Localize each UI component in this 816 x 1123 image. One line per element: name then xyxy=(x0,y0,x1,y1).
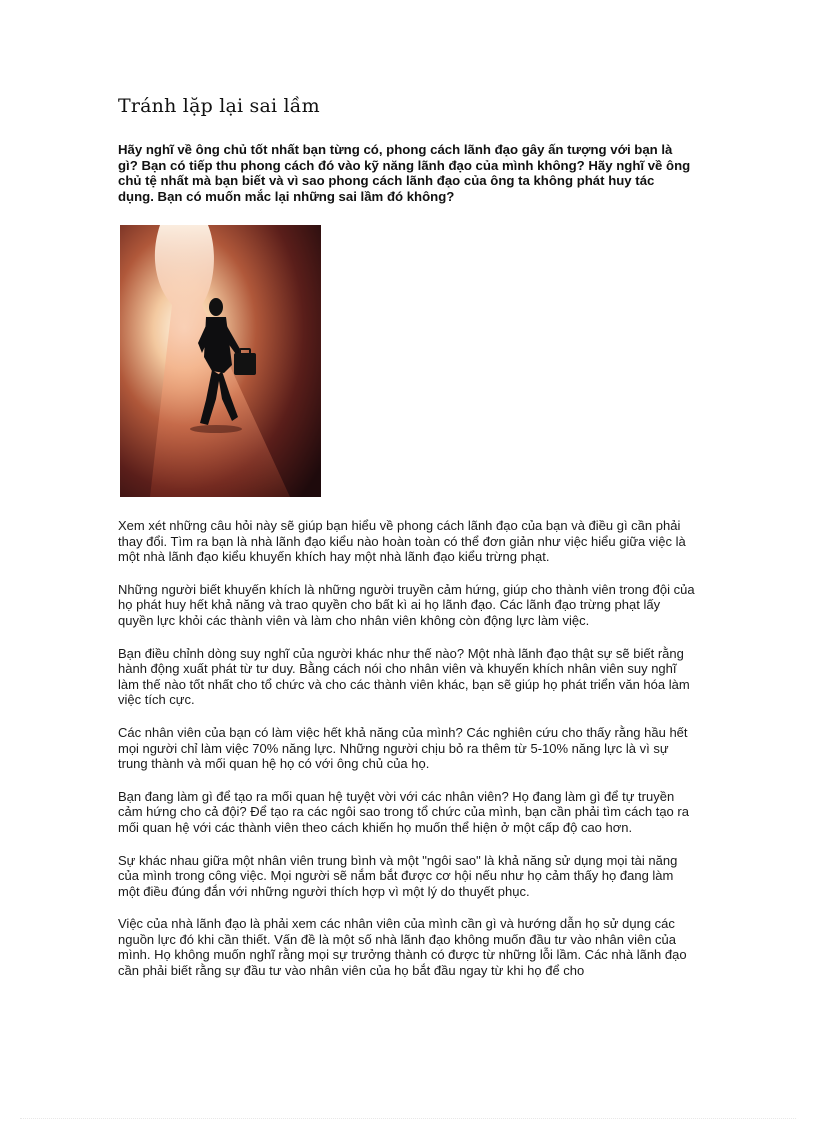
page-bottom-divider xyxy=(20,1118,796,1119)
body-paragraph: Bạn điều chỉnh dòng suy nghĩ của người khác như thế nào? Một nhà lãnh đạo thật sự sẽ biết rằng hành động xuất phát từ tư duy. Bằng cách nói cho nhân viên và khuyến khích nhân viên suy nghĩ làm thế nào tốt nhất cho tổ chức và cho các thành viên khác, bạn sẽ giúp họ phát triển văn hóa làm việc tích cực. xyxy=(118,645,690,708)
body-paragraph: Việc của nhà lãnh đạo là phải xem các nhân viên của mình cần gì và hướng dẫn họ sử dụng các nguồn lực đó khi cần thiết. Vấn đề là một số nhà lãnh đạo không muốn đầu tư vào nhân viên của mình. Họ không muốn nghĩ rằng mọi sự trưởng thành có được từ những lỗi lầm. Các nhà lãnh đạo cần phải biết rằng sự đầu tư vào nhân viên của họ bắt đầu ngay từ khi họ để cho xyxy=(118,916,687,979)
body-paragraph: Những người biết khuyến khích là những người truyền cảm hứng, giúp cho thành viên trong đội của họ phát huy hết khả năng và trao quyền cho bất kì ai họ lãnh đạo. Các lãnh đạo trừng phạt lấy quyền lực khỏi các thành viên và làm cho nhân viên không còn động lực làm việc. xyxy=(118,581,695,628)
intro-paragraph: Hãy nghĩ về ông chủ tốt nhất bạn từng có, phong cách lãnh đạo gây ấn tượng với bạn là gì? Bạn có tiếp thu phong cách đó vào kỹ năng lãnh đạo của mình không? Hãy nghĩ về ông chủ tệ nhất mà bạn biết và vì sao phong cách lãnh đạo của ông ta không phát huy tác dụng. Bạn có muốn mắc lại những sai lầm đó không? xyxy=(118,142,691,204)
document-title: Tránh lặp lại sai lầm xyxy=(118,95,320,117)
body-text xyxy=(118,518,698,996)
body-paragraph: Bạn đang làm gì để tạo ra mối quan hệ tuyệt vời với các nhân viên? Họ đang làm gì để tự truyền cảm hứng cho cả đội? Để tạo ra các ngôi sao trong tổ chức của mình, bạn cần phải tìm cách tạo ra mối quan hệ với các thành viên theo cách khiến họ muốn thể hiện ở một cấp độ cao hơn. xyxy=(118,788,689,835)
briefcase xyxy=(234,353,256,375)
body-paragraph: Sự khác nhau giữa một nhân viên trung bình và một "ngôi sao" là khả năng sử dụng mọi tài năng của mình trong công việc. Mọi người sẽ nắm bắt được cơ hội nếu như họ cảm thấy họ đang làm một điều đúng đắn với những người thích hợp vì một lý do thuyết phục. xyxy=(118,852,678,899)
figure-head xyxy=(209,298,223,316)
body-paragraph: Xem xét những câu hỏi này sẽ giúp bạn hiểu về phong cách lãnh đạo của bạn và điều gì cần phải thay đổi. Tìm ra bạn là nhà lãnh đạo kiểu nào hoàn toàn có thể đơn giản như việc hiểu giữa việc là một nhà lãnh đạo kiểu khuyến khích hay một nhà lãnh đạo kiểu trừng phạt. xyxy=(118,518,686,565)
body-paragraph: Các nhân viên của bạn có làm việc hết khả năng của mình? Các nghiên cứu cho thấy rằng hầu hết mọi người chỉ làm việc 70% năng lực. Những người chịu bỏ ra thêm từ 5-10% năng lực là vì sự trung thành và mối quan hệ họ có với ông chủ của họ. xyxy=(118,724,688,772)
figure-shadow xyxy=(190,425,242,433)
businessman-walking-through-keyhole-image xyxy=(120,225,321,497)
